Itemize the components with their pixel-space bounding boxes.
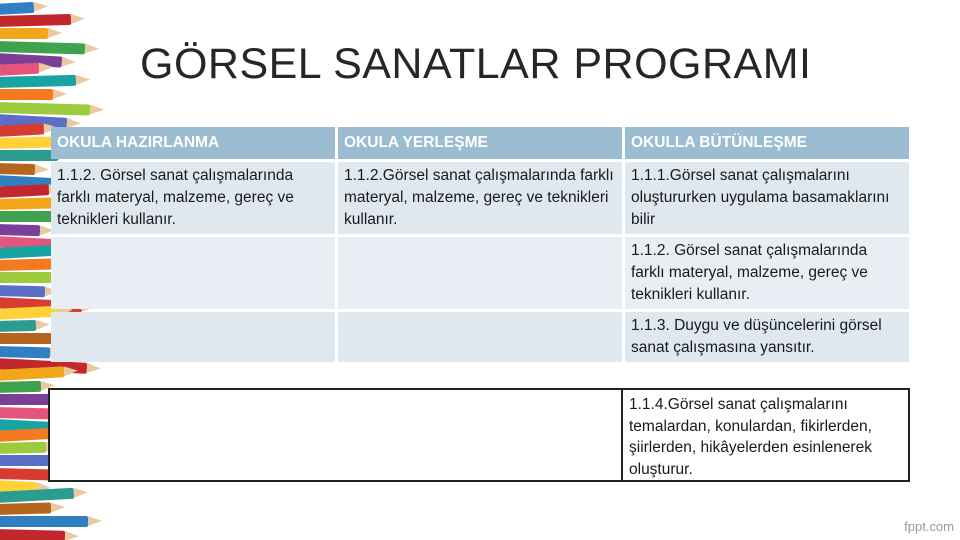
pencil-graphic (0, 529, 65, 540)
program-table (48, 124, 912, 365)
bordered-box (48, 388, 910, 482)
table-cell: 1.1.2. Görsel sanat çalışmalarında farklı materyal, malzeme, gereç ve teknikleri kullanır. (51, 162, 335, 234)
column-header-okula-yerlesme: OKULA YERLEŞME (338, 127, 622, 159)
pencil-graphic (0, 366, 64, 381)
pencil-graphic (0, 224, 40, 236)
pencil-graphic (0, 320, 36, 332)
table-row (51, 162, 909, 234)
table-cell (338, 312, 622, 362)
pencil-graphic (0, 503, 51, 515)
pencil-graphic (0, 163, 35, 175)
pencil-graphic (0, 407, 55, 420)
pencil-graphic (0, 442, 46, 454)
pencil-graphic (0, 516, 88, 527)
pencil-graphic (0, 245, 54, 259)
pencil-graphic (0, 123, 44, 137)
table-row (51, 237, 909, 309)
table-cell: 1.1.2. Görsel sanat çalışmalarında farklı materyal, malzeme, gereç ve teknikleri kullanır. (625, 237, 909, 309)
pencil-graphic (0, 2, 34, 15)
pencil-graphic (0, 285, 45, 297)
table-cell: 1.1.3. Duygu ve düşüncelerini görsel sanat çalışmasına yansıtır. (625, 312, 909, 362)
table-cell: 1.1.1.Görsel sanat çalışmalarını oluştururken uygulama basamaklarını bilir (625, 162, 909, 234)
table-row (51, 312, 909, 362)
pencil-graphic (0, 63, 39, 76)
box-cell-text: 1.1.4.Görsel sanat çalışmalarını temalardan, konulardan, fikirlerden, şiirlerden, hikâyelerden esinlenerek oluşturur. (621, 390, 910, 480)
pencil-graphic (0, 381, 41, 393)
pencil-graphic (0, 346, 50, 358)
pencil-graphic (0, 184, 49, 198)
table-cell: 1.1.2.Görsel sanat çalışmalarında farklı materyal, malzeme, gereç ve teknikleri kullanır. (338, 162, 622, 234)
page-title: GÖRSEL SANATLAR PROGRAMI (140, 40, 812, 88)
pencil-graphic (0, 488, 74, 503)
watermark: fppt.com (904, 519, 954, 534)
column-header-okula-hazirlanma: OKULA HAZIRLANMA (51, 127, 335, 159)
pencil-graphic (0, 102, 90, 116)
column-header-okulla-butunlesme: OKULLA BÜTÜNLEŞME (625, 127, 909, 159)
pencil-graphic (0, 14, 71, 27)
pencil-graphic (0, 41, 85, 54)
pencil-graphic (0, 28, 48, 39)
table-header-row (51, 127, 909, 159)
table-cell (338, 237, 622, 309)
table-cell (51, 312, 335, 362)
table-cell (51, 237, 335, 309)
pencil-graphic (0, 89, 53, 100)
pencil-graphic (0, 75, 76, 88)
